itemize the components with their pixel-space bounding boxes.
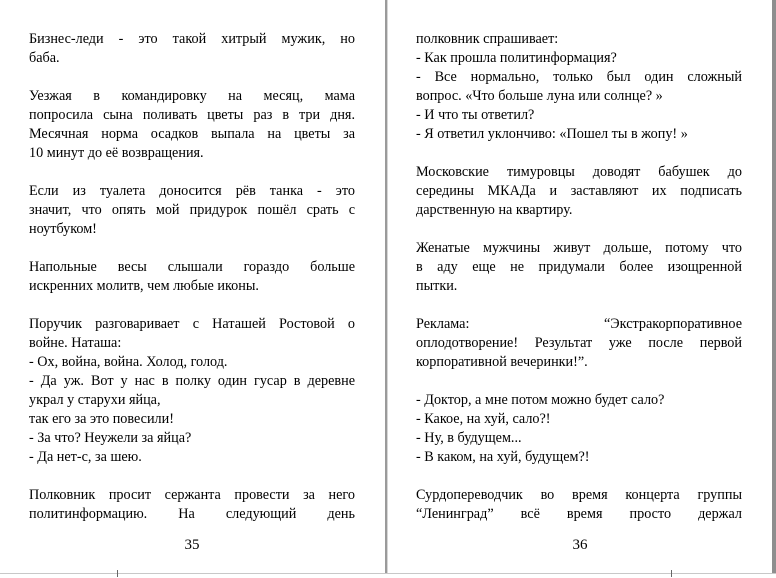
paragraph <box>416 30 742 144</box>
bottom-tick-mark <box>117 570 118 577</box>
text-line: политинформацию. На следующий день <box>29 506 355 522</box>
bottom-tick-mark <box>671 570 672 577</box>
left-text-column <box>29 30 355 524</box>
text-line: пытки. <box>416 278 458 294</box>
text-line: - Да нет-с, за шею. <box>29 449 142 465</box>
text-line: Реклама: “Экстракорпоративное <box>416 316 742 332</box>
paragraph <box>416 391 742 467</box>
text-line: Полковник просит сержанта провести за него <box>29 487 355 503</box>
paragraph <box>416 163 742 220</box>
paragraph <box>29 182 355 239</box>
text-line: 10 минут до её возвращения. <box>29 145 204 161</box>
text-line: вопрос. «Что больше луна или солнце? » <box>416 88 663 104</box>
paragraph <box>416 486 742 524</box>
text-line: значит, что опять мой придурок пошёл срать с <box>29 202 355 218</box>
text-line: - Доктор, а мне потом можно будет сало? <box>416 392 665 408</box>
paragraph <box>29 87 355 163</box>
text-line: - И что ты ответил? <box>416 107 535 123</box>
text-line: корпоративной вечеринки!”. <box>416 354 588 370</box>
text-line: баба. <box>29 50 60 66</box>
text-line: Женатые мужчины живут дольше, потому что <box>416 240 742 256</box>
text-line: “Ленинград” всё время просто держал <box>416 506 742 522</box>
text-line: Московские тимуровцы доводят бабушек до <box>416 164 742 180</box>
text-line: ноутбуком! <box>29 221 97 237</box>
page-right-edge <box>772 0 776 577</box>
text-line: - Все нормально, только был один сложный <box>416 69 742 85</box>
text-line: дарственную на квартиру. <box>416 202 573 218</box>
paragraph <box>29 30 355 68</box>
text-line: в аду еще не придумали более изощренной <box>416 259 742 275</box>
text-line: попросила сына поливать цветы раз в три дня. <box>29 107 355 123</box>
paragraph <box>416 315 742 372</box>
left-page-number: 35 <box>184 537 200 553</box>
text-line: Сурдопереводчик во время концерта группы <box>416 487 742 503</box>
right-page-number: 36 <box>572 537 588 553</box>
paragraph <box>29 315 355 467</box>
text-line: - Ох, война, война. Холод, голод. <box>29 354 228 370</box>
page-gutter-highlight <box>387 0 388 577</box>
paragraph <box>416 239 742 296</box>
right-text-column <box>416 30 742 524</box>
paragraph <box>29 258 355 296</box>
text-line: - За что? Неужели за яйца? <box>29 430 192 446</box>
text-line: - Какое, на хуй, сало?! <box>416 411 551 427</box>
text-line: оплодотворение! Результат уже после первой <box>416 335 742 351</box>
right-page <box>388 0 774 573</box>
text-line: Поручик разговаривает с Наташей Ростовой о <box>29 316 355 332</box>
text-line: Если из туалета доносится рёв танка - это <box>29 183 355 199</box>
text-line: Напольные весы слышали гораздо больше <box>29 259 355 275</box>
text-line: полковник спрашивает: <box>416 31 559 47</box>
text-line: - Ну, в будущем... <box>416 430 522 446</box>
text-line: - Я ответил уклончиво: «Пошел ты в жопу! » <box>416 126 688 142</box>
text-line: Месячная норма осадков выпала на цветы за <box>29 126 355 142</box>
text-line: украл у старухи яйца, <box>29 392 161 408</box>
text-line: - В каком, на хуй, будущем?! <box>416 449 590 465</box>
text-line: - Да уж. Вот у нас в полку один гусар в деревне <box>29 373 355 389</box>
text-line: - Как прошла политинформация? <box>416 50 617 66</box>
text-line: войне. Наташа: <box>29 335 122 351</box>
left-page <box>0 0 386 573</box>
paragraph <box>29 486 355 524</box>
text-line: середины МКАДа и заставляют их подписать <box>416 183 742 199</box>
text-line: искренних молитв, чем любые иконы. <box>29 278 259 294</box>
text-line: Уезжая в командировку на месяц, мама <box>29 88 355 104</box>
text-line: Бизнес-леди - это такой хитрый мужик, но <box>29 31 355 47</box>
text-line: так его за это повесили! <box>29 411 174 427</box>
